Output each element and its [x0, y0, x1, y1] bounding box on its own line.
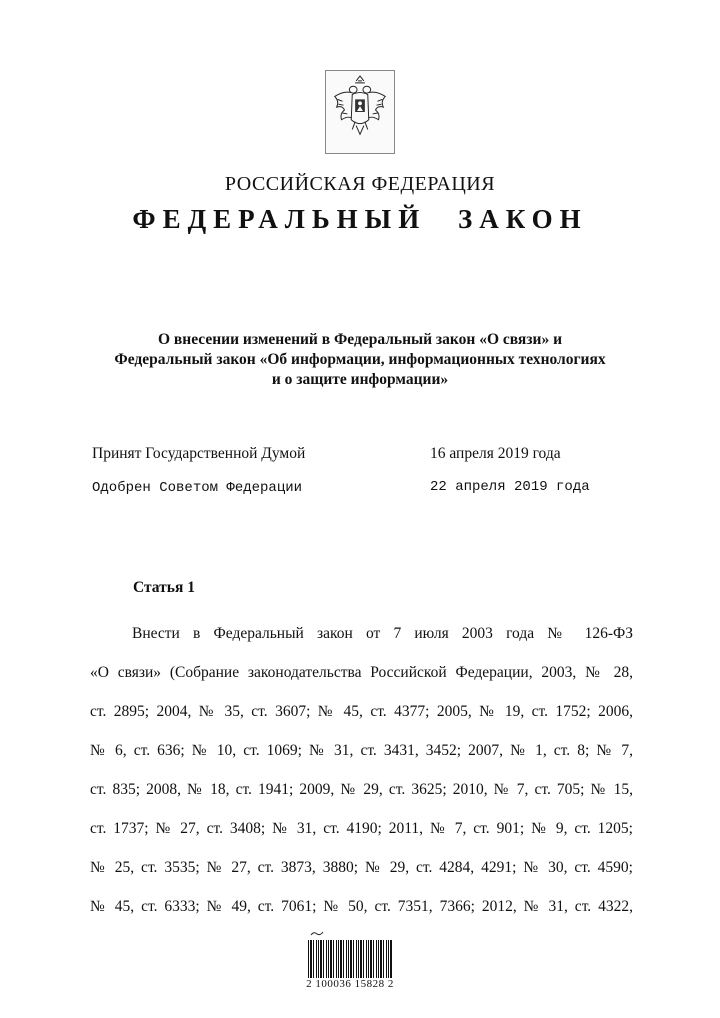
article-body: [90, 614, 633, 926]
article-text-line: № 25, ст. 3535; № 27, ст. 3873, 3880; № 29, ст. 4284, 4291; № 30, ст. 4590;: [90, 859, 633, 876]
barcode: [300, 930, 400, 992]
article-text-line: ст. 835; 2008, № 18, ст. 1941; 2009, № 29, ст. 3625; 2010, № 7, ст. 705; № 15,: [90, 781, 633, 798]
article-text-line: ст. 1737; № 27, ст. 3408; № 31, ст. 4190; 2011, № 7, ст. 901; № 9, ст. 1205;: [90, 820, 633, 837]
barcode-icon: [308, 940, 392, 978]
law-name-line: и о защите информации»: [271, 371, 449, 388]
article-text-line: ст. 2895; 2004, № 35, ст. 3607; № 45, ст. 4377; 2005, № 19, ст. 1752; 2006,: [90, 703, 633, 720]
council-approval-label: Одобрен Советом Федерации: [92, 480, 303, 496]
law-name: [80, 330, 640, 390]
law-name-line: О внесении изменений в Федеральный закон «О связи» и: [157, 331, 563, 348]
country-title: РОССИЙСКАЯ ФЕДЕРАЦИЯ: [224, 173, 496, 195]
duma-adoption-date: 16 апреля 2019 года: [430, 445, 561, 462]
article-text-line: № 6, ст. 636; № 10, ст. 1069; № 31, ст. 3431, 3452; 2007, № 1, ст. 8; № 7,: [90, 742, 633, 759]
article-text-line: Внести в Федеральный закон от 7 июля 2003 года № 126-ФЗ: [132, 625, 633, 642]
law-name-line: Федеральный закон «Об информации, информационных технологиях: [114, 351, 606, 368]
article-text-line: «О связи» (Собрание законодательства Российской Федерации, 2003, № 28,: [90, 664, 633, 681]
barcode-number: 2 100036 15828 2: [306, 978, 394, 990]
coat-of-arms-icon: [325, 70, 395, 154]
duma-adoption-label: Принят Государственной Думой: [92, 445, 306, 462]
article-text-line: № 45, ст. 6333; № 49, ст. 7061; № 50, ст. 7351, 7366; 2012, № 31, ст. 4322,: [90, 898, 633, 915]
document-type-title: ФЕДЕРАЛЬНЫЙ ЗАКОН: [132, 204, 588, 234]
article-title: Статья 1: [133, 579, 195, 596]
council-approval-date: 22 апреля 2019 года: [430, 479, 590, 495]
barcode-mark-icon: [310, 930, 324, 937]
